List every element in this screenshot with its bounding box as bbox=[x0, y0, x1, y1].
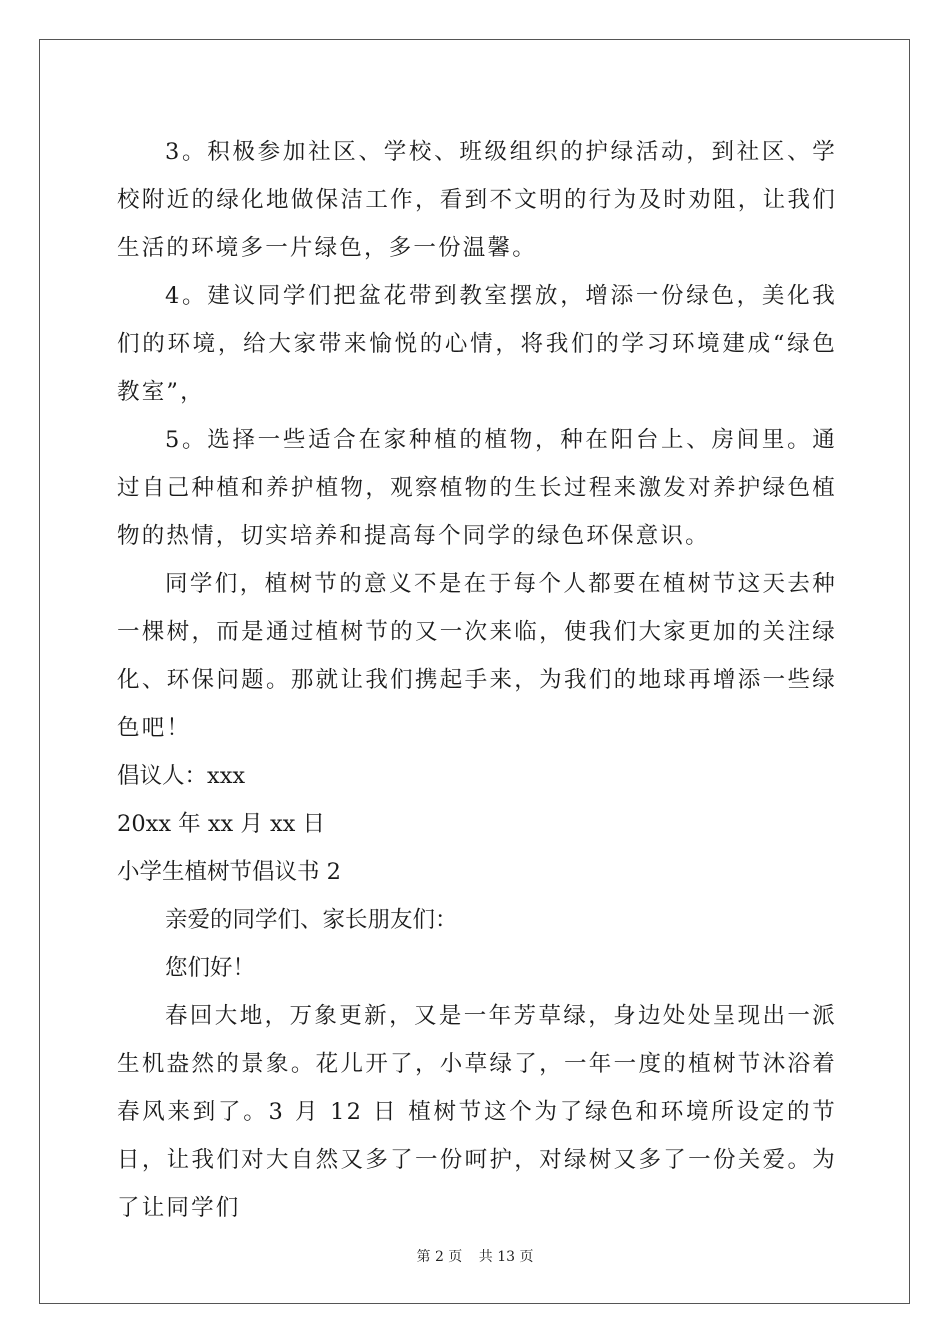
salutation-line: 亲爱的同学们、家长朋友们： bbox=[165, 907, 458, 933]
page-total: 共 13 页 bbox=[478, 1249, 534, 1265]
paragraph-item-4: 4。建议同学们把盆花带到教室摆放，增添一份绿色，美化我们的环境，给大家带来愉悦的心情，将我们的学习环境建成“绿色教室”， bbox=[117, 283, 837, 405]
page-number: 第 2 页 bbox=[416, 1249, 463, 1265]
page-footer bbox=[0, 1246, 950, 1266]
paragraph-body-2: 春回大地，万象更新，又是一年芳草绿，身边处处呈现出一派生机盎然的景象。花儿开了，小草绿了，一年一度的植树节沐浴着春风来到了。3 月 12 日 植树节这个为了绿色和环境所设定的节日，让我们对大自然又多了一份呵护，对绿树又多了一份关爱。为了让同学们 bbox=[117, 1003, 837, 1221]
paragraph-item-5: 5。选择一些适合在家种植的植物，种在阳台上、房间里。通过自己种植和养护植物，观察植物的生长过程来激发对养护绿色植物的热情，切实培养和提高每个同学的绿色环保意识。 bbox=[117, 427, 837, 549]
document-body bbox=[117, 128, 837, 1232]
paragraph-closing: 同学们，植树节的意义不是在于每个人都要在植树节这天去种一棵树，而是通过植树节的又一次来临，使我们大家更加的关注绿化、环保问题。那就让我们携起手来，为我们的地球再增添一些绿色吧！ bbox=[117, 571, 837, 741]
paragraph-item-3: 3。积极参加社区、学校、班级组织的护绿活动，到社区、学校附近的绿化地做保洁工作，看到不文明的行为及时劝阻，让我们生活的环境多一片绿色，多一份温馨。 bbox=[117, 139, 837, 261]
section-heading: 小学生植树节倡议书 2 bbox=[117, 859, 341, 885]
signer-line: 倡议人：xxx bbox=[117, 763, 246, 789]
greeting-line: 您们好！ bbox=[165, 955, 256, 981]
date-line: 20xx 年 xx 月 xx 日 bbox=[117, 811, 326, 837]
